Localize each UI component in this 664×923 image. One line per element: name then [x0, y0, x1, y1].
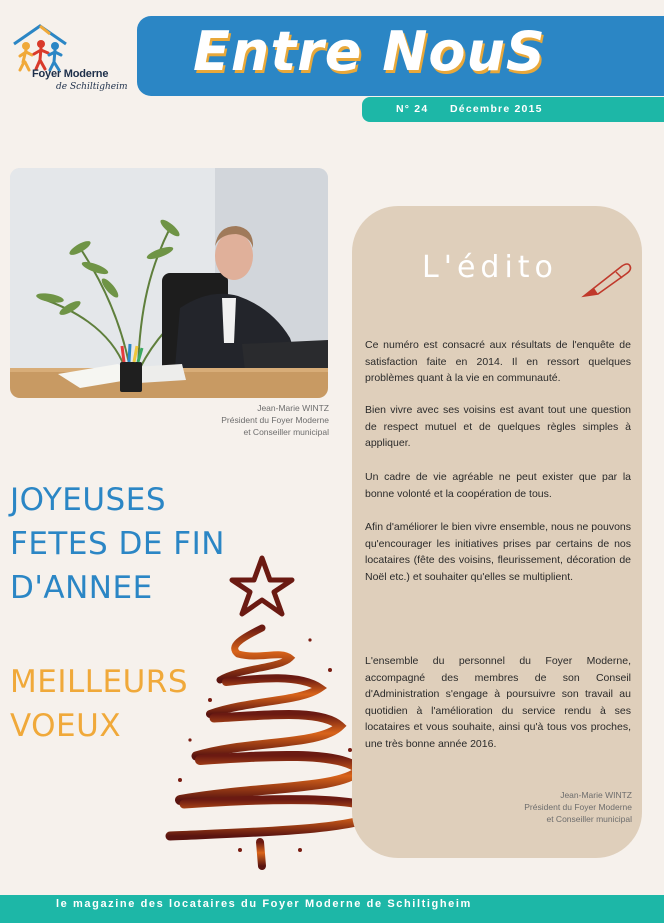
president-photo — [10, 168, 328, 398]
signature-role: Président du Foyer Moderne — [524, 802, 632, 812]
logo-subtitle: de Schiltigheim — [56, 82, 128, 92]
greeting-line: MEILLEURS — [10, 664, 189, 700]
edito-title: L'édito — [422, 250, 558, 285]
photo-caption — [180, 402, 329, 438]
caption-role: Président du Foyer Moderne — [221, 415, 329, 425]
greeting-line: D'ANNEE — [10, 570, 153, 606]
greeting-line: JOYEUSES — [10, 482, 167, 518]
edito-paragraph: Un cadre de vie agréable ne peut exister que par la bonne volonté et la coopération de tous. — [365, 471, 631, 500]
masthead-bar — [137, 16, 664, 96]
magazine-title: Entre NouS — [193, 20, 546, 83]
greeting-line: FETES DE FIN — [10, 526, 225, 562]
footer-bar — [0, 895, 664, 923]
edito-signature — [524, 789, 632, 825]
signature-role-2: et Conseiller municipal — [546, 814, 632, 824]
edito-paragraph: L'ensemble du personnel du Foyer Moderne, accompagné des membres de son Conseil d'Administration s'engage à poursuivre son travail au quotidien à l'amélioration du service rendu à ses locataires et vous souhaite, ainsi qu'à tous vos proches, une très bonne année 2016. — [365, 655, 631, 750]
fountain-pen-icon — [578, 258, 634, 302]
issue-date: Décembre 2015 — [450, 103, 543, 115]
edito-paragraph: Bien vivre avec ses voisins est avant tout une question de respect mutuel et de quelques règles simples à appliquer. — [365, 404, 631, 449]
footer-tagline: le magazine des locataires du Foyer Moderne de Schiltigheim — [56, 898, 472, 910]
issue-bar — [362, 97, 664, 122]
edito-paragraph: Afin d'améliorer le bien vivre ensemble, nous ne pouvons qu'encourager les initiatives prises par certains de nos locataires (fête des voisins, fleurissement, décoration de Noël etc.) et souhaiter qu'elles se multiplient. — [365, 521, 631, 583]
edito-card — [352, 206, 642, 858]
edito-paragraph: Ce numéro est consacré aux résultats de l'enquête de satisfaction faite en 2014. Il en ressort quelques problèmes quant à la vie en communauté. — [365, 339, 631, 384]
signature-name: Jean-Marie WINTZ — [560, 790, 632, 800]
caption-name: Jean-Marie WINTZ — [257, 403, 329, 413]
issue-number: N° 24 — [396, 103, 429, 115]
logo-name: Foyer Moderne — [32, 68, 109, 80]
foyer-moderne-logo — [8, 22, 133, 94]
greeting-line: VOEUX — [10, 708, 122, 744]
caption-role-2: et Conseiller municipal — [243, 427, 329, 437]
